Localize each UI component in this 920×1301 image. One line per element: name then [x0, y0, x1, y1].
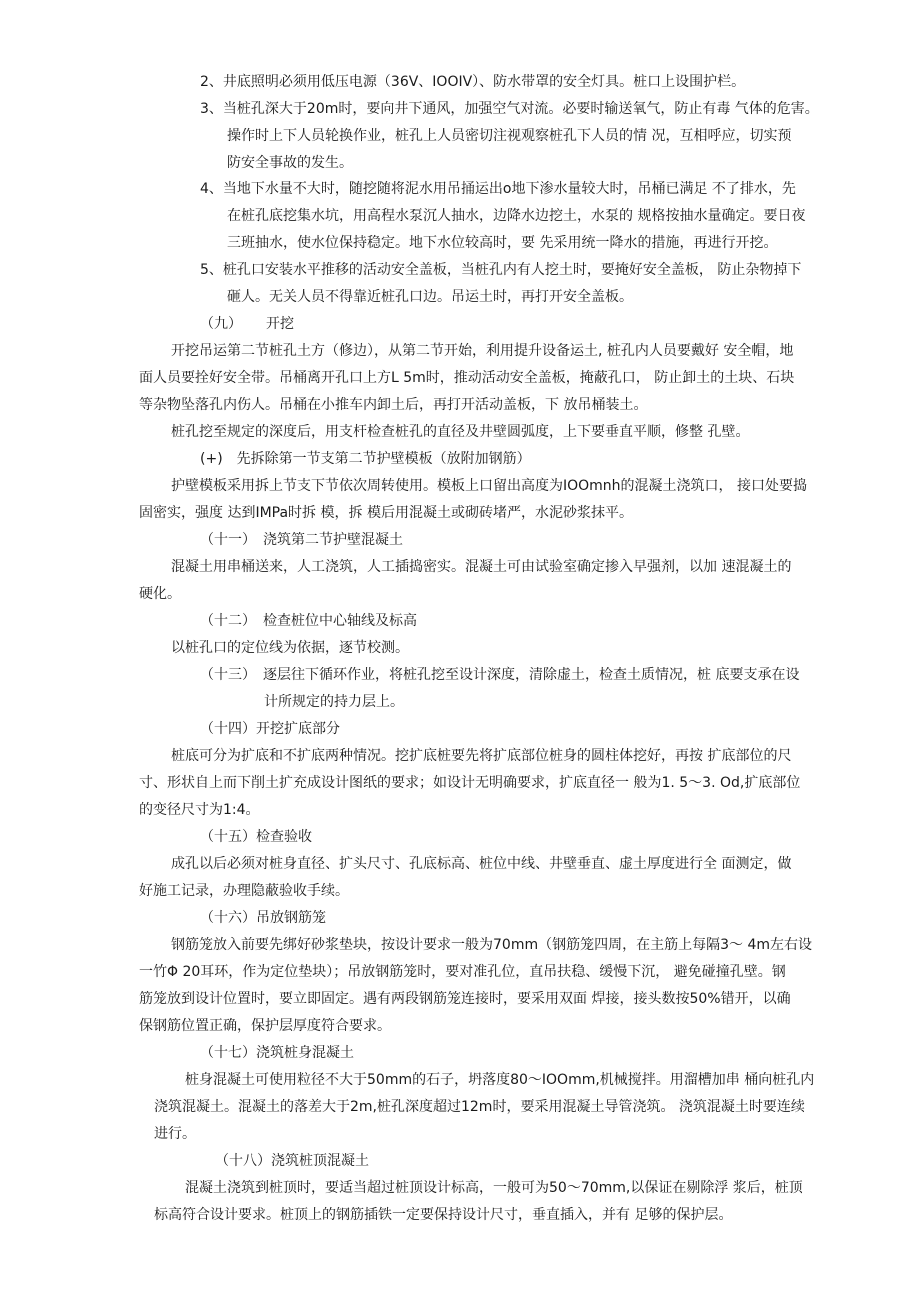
- item-2-line-1: 2、井底照明必须用低压电源（36V、IOOIV）、防水带罩的安全灯具。桩口上设围护栏。: [200, 74, 746, 90]
- section-17-paragraph-line-1: 桩身混凝土可使用粒径不大于50mm的石子，坍落度80～IOOmm,机械搅拌。用溜槽加串 桶向桩孔内: [185, 1072, 815, 1088]
- item-5-line-1: 5、桩孔口安装水平推移的活动安全盖板，当桩孔内有人挖土时，要掩好安全盖板， 防止杂物掉下: [200, 262, 802, 278]
- section-14-paragraph-line-3: 的变径尺寸为1:4。: [139, 802, 260, 818]
- item-3-line-2: 操作时上下人员轮换作业，桩孔上人员密切注视观察桩孔下人员的情 况，互相呼应，切实预: [227, 128, 792, 144]
- section-10-paragraph-line-2: 固密实，强度 达到IMPa时拆 模，拆 模后用混凝土或砌砖堵严，水泥砂浆抹平。: [139, 505, 633, 521]
- section-10-title: (+) 先拆除第一节支第二节护壁模板（放附加钢筋）: [200, 451, 531, 467]
- section-15-title: （十五）检查验收: [200, 829, 312, 845]
- section-10-paragraph-line-1: 护壁模板采用拆上节支下节依次周转使用。模板上口留出高度为IOOmnh的混凝土浇筑口， 接口处要捣: [171, 478, 807, 494]
- item-5-line-2: 砸人。无关人员不得靠近桩孔口边。吊运土时，再打开安全盖板。: [227, 289, 633, 305]
- section-16-paragraph-line-2: 一竹Φ 20耳环，作为定位垫块）；吊放钢筋笼时，要对准孔位，直吊扶稳、缓慢下沉， 避免碰撞孔壁。钢: [139, 964, 786, 980]
- section-18-title: （十八）浇筑桩顶混凝土: [215, 1153, 369, 1169]
- section-9-title: 开挖: [266, 316, 294, 332]
- item-3-line-1: 3、当桩孔深大于20m时，要向井下通风，加强空气对流。必要时输送氧气，防止有毒 气体的危害。: [200, 101, 819, 117]
- section-9-label: （九）: [200, 316, 242, 332]
- section-14-paragraph-line-2: 寸、形状自上而下削土扩充成设计图纸的要求；如设计无明确要求，扩底直径一 般为1. 5～3. Od,扩底部位: [139, 775, 801, 791]
- section-16-paragraph-line-3: 筋笼放到设计位置时，要立即固定。遇有两段钢筋笼连接时，要采用双面 焊接，接头数按50%错开，以确: [139, 991, 791, 1007]
- section-12-title: （十二） 检查桩位中心轴线及标高: [200, 613, 417, 629]
- section-11-paragraph-line-1: 混凝土用串桶送来，人工浇筑，人工插捣密实。混凝土可由试验室确定掺入早强剂，以加 速混凝土的: [171, 559, 792, 575]
- section-14-title: （十四）开挖扩底部分: [200, 721, 340, 737]
- section-9-paragraph-1-line-3: 等杂物坠落孔内伤人。吊桶在小推车内卸土后，再打开活动盖板，下 放吊桶装土。: [139, 397, 648, 413]
- section-17-title: （十七）浇筑桩身混凝土: [200, 1045, 354, 1061]
- section-16-paragraph-line-4: 保钢筋位置正确，保护层厚度符合要求。: [139, 1018, 391, 1034]
- section-18-paragraph-line-2: 标高符合设计要求。桩顶上的钢筋插铁一定要保持设计尺寸，垂直插入，并有 足够的保护层。: [154, 1207, 733, 1223]
- section-13-line-2: 计所规定的持力层上。: [264, 694, 404, 710]
- section-12-paragraph: 以桩孔口的定位线为依据，逐节校测。: [171, 640, 409, 656]
- item-4-line-3: 三班抽水，使水位保持稳定。地下水位较高时，要 先采用统一降水的措施，再进行开挖。: [227, 235, 778, 251]
- section-9-paragraph-2: 桩孔挖至规定的深度后，用支杆检查桩孔的直径及井壁圆弧度，上下要垂直平顺，修整 孔壁。: [171, 424, 750, 440]
- section-17-paragraph-line-2: 浇筑混凝土。混凝土的落差大于2m,桩孔深度超过12m时，要采用混凝土导管浇筑。 浇筑混凝土时要连续: [154, 1099, 805, 1115]
- item-4-line-2: 在桩孔底挖集水坑，用高程水泵沉人抽水，边降水边挖土，水泵的 规格按抽水量确定。要日夜: [227, 208, 806, 224]
- section-15-paragraph-line-2: 好施工记录，办理隐蔽验收手续。: [139, 883, 349, 899]
- item-4-line-1: 4、当地下水量不大时，随挖随将泥水用吊捅运出o地下渗水量较大时，吊桶已满足 不了排水，先: [200, 181, 796, 197]
- section-17-paragraph-line-3: 进行。: [154, 1126, 196, 1142]
- section-18-paragraph-line-1: 混凝土浇筑到桩顶时，要适当超过桩顶设计标高，一般可为50～70mm,以保证在剔除浮 浆后，桩顶: [185, 1180, 803, 1196]
- section-9-paragraph-1-line-2: 面人员要拴好安全带。吊桶离开孔口上方L 5m时，推动活动安全盖板，掩蔽孔口， 防止卸土的土块、石块: [139, 370, 795, 386]
- section-11-title: （十一） 浇筑第二节护壁混凝土: [200, 532, 403, 548]
- section-14-paragraph-line-1: 桩底可分为扩底和不扩底两种情况。挖扩底桩要先将扩底部位桩身的圆柱体挖好，再按 扩底部位的尺: [171, 748, 792, 764]
- section-15-paragraph-line-1: 成孔以后必须对桩身直径、扩头尺寸、孔底标高、桩位中线、井壁垂直、虚土厚度进行全 面测定，做: [171, 856, 792, 872]
- section-16-title: （十六）吊放钢筋笼: [200, 910, 326, 926]
- section-13-line-1: （十三） 逐层往下循环作业，将桩孔挖至设计深度，清除虚土，检查土质情况，桩 底要支承在设: [200, 667, 800, 683]
- section-11-paragraph-line-2: 硬化。: [139, 586, 181, 602]
- section-9-paragraph-1-line-1: 开挖吊运第二节桩孔土方（修边），从第二节开始，利用提升设备运土, 桩孔内人员要戴好 安全帽，地: [171, 343, 794, 359]
- item-3-line-3: 防安全事故的发生。: [227, 155, 353, 171]
- section-16-paragraph-line-1: 钢筋笼放入前要先绑好砂浆垫块，按设计要求一般为70mm（钢筋笼四周，在主筋上每隔3～ 4m左右设: [171, 937, 812, 953]
